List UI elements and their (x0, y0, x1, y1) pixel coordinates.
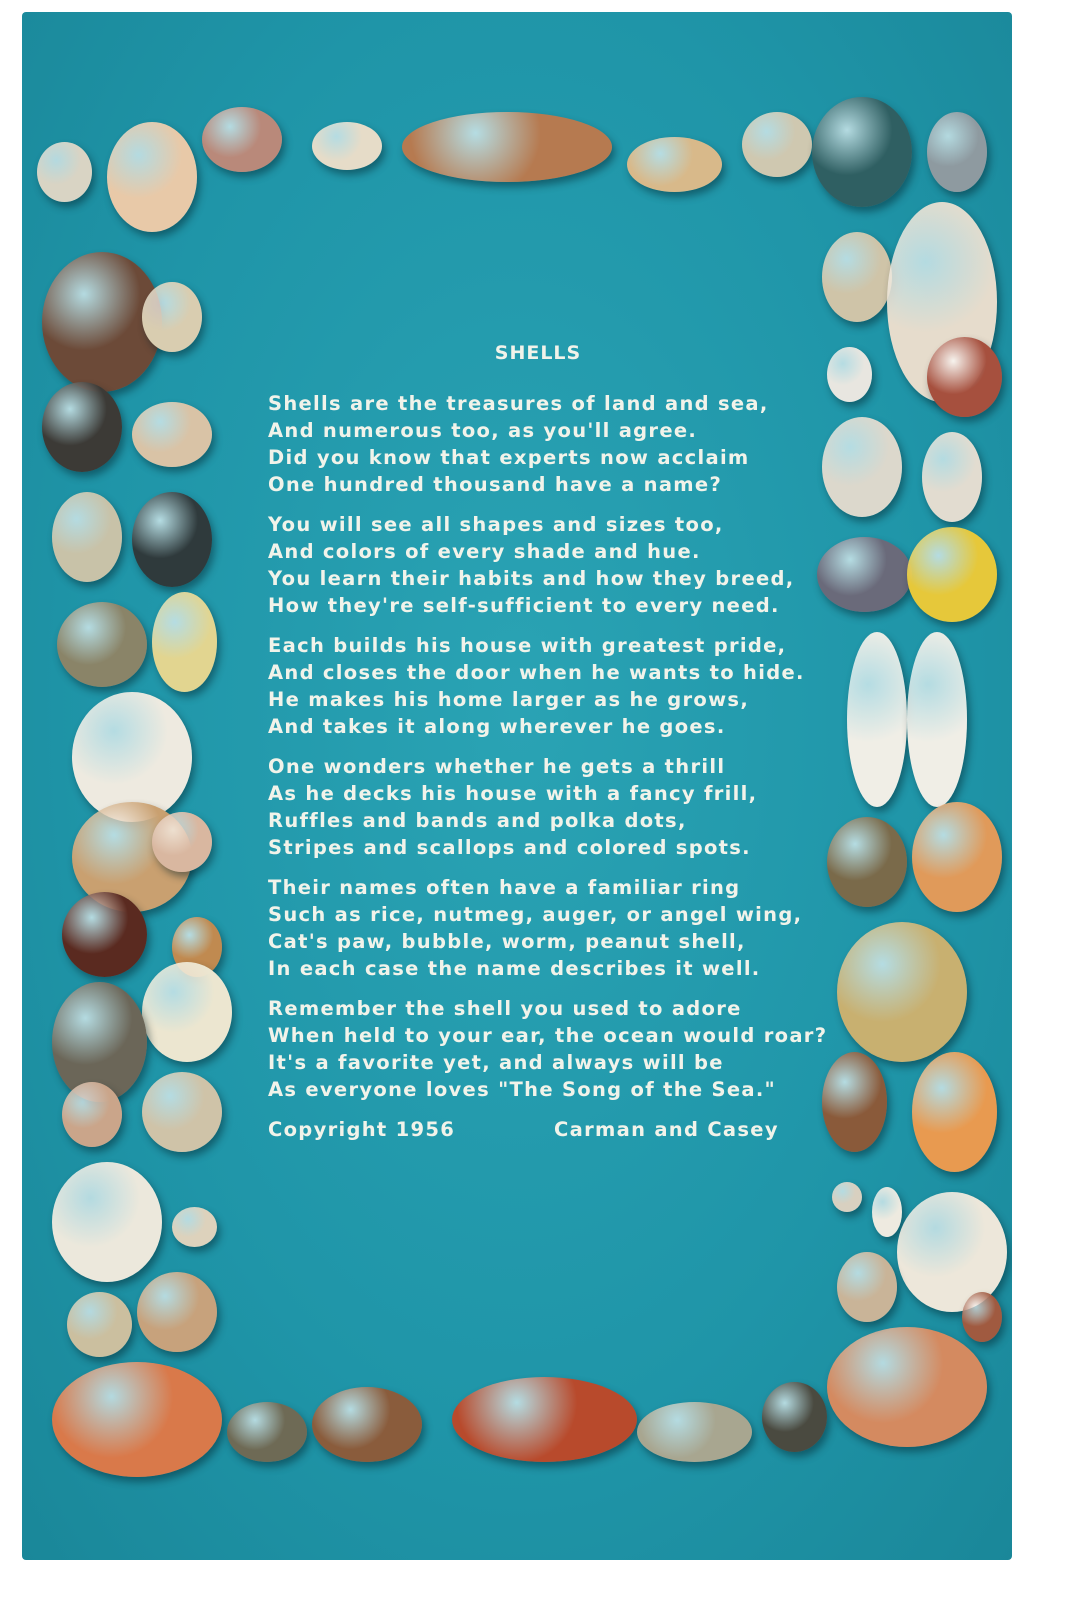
shell-icon (37, 142, 92, 202)
shell-icon (827, 1327, 987, 1447)
authors: Carman and Casey (554, 1118, 779, 1141)
shell-icon (132, 492, 212, 587)
shell-icon (827, 347, 872, 402)
shell-icon (912, 802, 1002, 912)
shell-icon (922, 432, 982, 522)
shell-icon (822, 417, 902, 517)
poem-line: Their names often have a familiar ring (268, 876, 741, 899)
poem-line: Remember the shell you used to adore (268, 997, 742, 1020)
poem-line: Shells are the treasures of land and sea, (268, 392, 769, 415)
shell-icon (837, 1252, 897, 1322)
poem-line: Stripes and scallops and colored spots. (268, 836, 751, 859)
copyright: Copyright 1956 (268, 1118, 456, 1141)
shell-icon (832, 1182, 862, 1212)
shell-icon (312, 122, 382, 170)
stanza (268, 511, 828, 619)
poem-title: SHELLS (494, 342, 582, 364)
shell-icon (62, 1082, 122, 1147)
shell-icon (142, 1072, 222, 1152)
shell-icon (142, 282, 202, 352)
poem-line: In each case the name describes it well. (268, 957, 761, 980)
stanza (268, 390, 828, 498)
shell-icon (822, 232, 892, 322)
shell-icon (402, 112, 612, 182)
shell-icon (827, 817, 907, 907)
shell-icon (452, 1377, 637, 1462)
stanza (268, 874, 828, 982)
shell-icon (52, 492, 122, 582)
poem-line: You learn their habits and how they breed, (268, 567, 795, 590)
stanza (268, 753, 828, 861)
poem-line: And takes it along wherever he goes. (268, 715, 726, 738)
shell-icon (872, 1187, 902, 1237)
shell-icon (822, 1052, 887, 1152)
poem-body (268, 390, 828, 1103)
poem-line: As everyone loves "The Song of the Sea." (268, 1078, 776, 1101)
poem-line: And closes the door when he wants to hide. (268, 661, 805, 684)
shell-icon (817, 537, 912, 612)
poem-line: Cat's paw, bubble, worm, peanut shell, (268, 930, 746, 953)
poem-line: It's a favorite yet, and always will be (268, 1051, 724, 1074)
shell-icon (907, 527, 997, 622)
shell-icon (312, 1387, 422, 1462)
shell-icon (762, 1382, 827, 1452)
shell-icon (227, 1402, 307, 1462)
shell-icon (67, 1292, 132, 1357)
shell-icon (172, 1207, 217, 1247)
poem-line: Ruffles and bands and polka dots, (268, 809, 687, 832)
stanza (268, 632, 828, 740)
shell-icon (847, 632, 907, 807)
shell-icon (637, 1402, 752, 1462)
shell-icon (62, 892, 147, 977)
shell-icon (927, 337, 1002, 417)
shell-icon (627, 137, 722, 192)
shell-icon (152, 592, 217, 692)
shell-icon (812, 97, 912, 207)
poem-line: One hundred thousand have a name? (268, 473, 723, 496)
stanza (268, 995, 828, 1103)
shell-icon (202, 107, 282, 172)
poem-line: When held to your ear, the ocean would roar? (268, 1024, 828, 1047)
credits (268, 1116, 828, 1143)
shell-icon (742, 112, 812, 177)
shell-icon (42, 382, 122, 472)
poem-line: Each builds his house with greatest pride, (268, 634, 787, 657)
poem (268, 342, 828, 1143)
poem-line: He makes his home larger as he grows, (268, 688, 750, 711)
shell-icon (962, 1292, 1002, 1342)
poem-line: As he decks his house with a fancy frill, (268, 782, 758, 805)
shell-icon (52, 1362, 222, 1477)
shell-icon (927, 112, 987, 192)
poem-line: Such as rice, nutmeg, auger, or angel wing, (268, 903, 803, 926)
shell-icon (107, 122, 197, 232)
poem-line: And numerous too, as you'll agree. (268, 419, 698, 442)
poem-line: And colors of every shade and hue. (268, 540, 701, 563)
poem-line: Did you know that experts now acclaim (268, 446, 750, 469)
poem-line: You will see all shapes and sizes too, (268, 513, 724, 536)
poem-line: How they're self-sufficient to every need. (268, 594, 780, 617)
shell-icon (132, 402, 212, 467)
shell-icon (52, 1162, 162, 1282)
poem-line: One wonders whether he gets a thrill (268, 755, 726, 778)
shell-icon (837, 922, 967, 1062)
shell-icon (137, 1272, 217, 1352)
shell-icon (57, 602, 147, 687)
shell-icon (907, 632, 967, 807)
shell-icon (912, 1052, 997, 1172)
shell-icon (152, 812, 212, 872)
postcard (22, 12, 1012, 1560)
shell-icon (142, 962, 232, 1062)
